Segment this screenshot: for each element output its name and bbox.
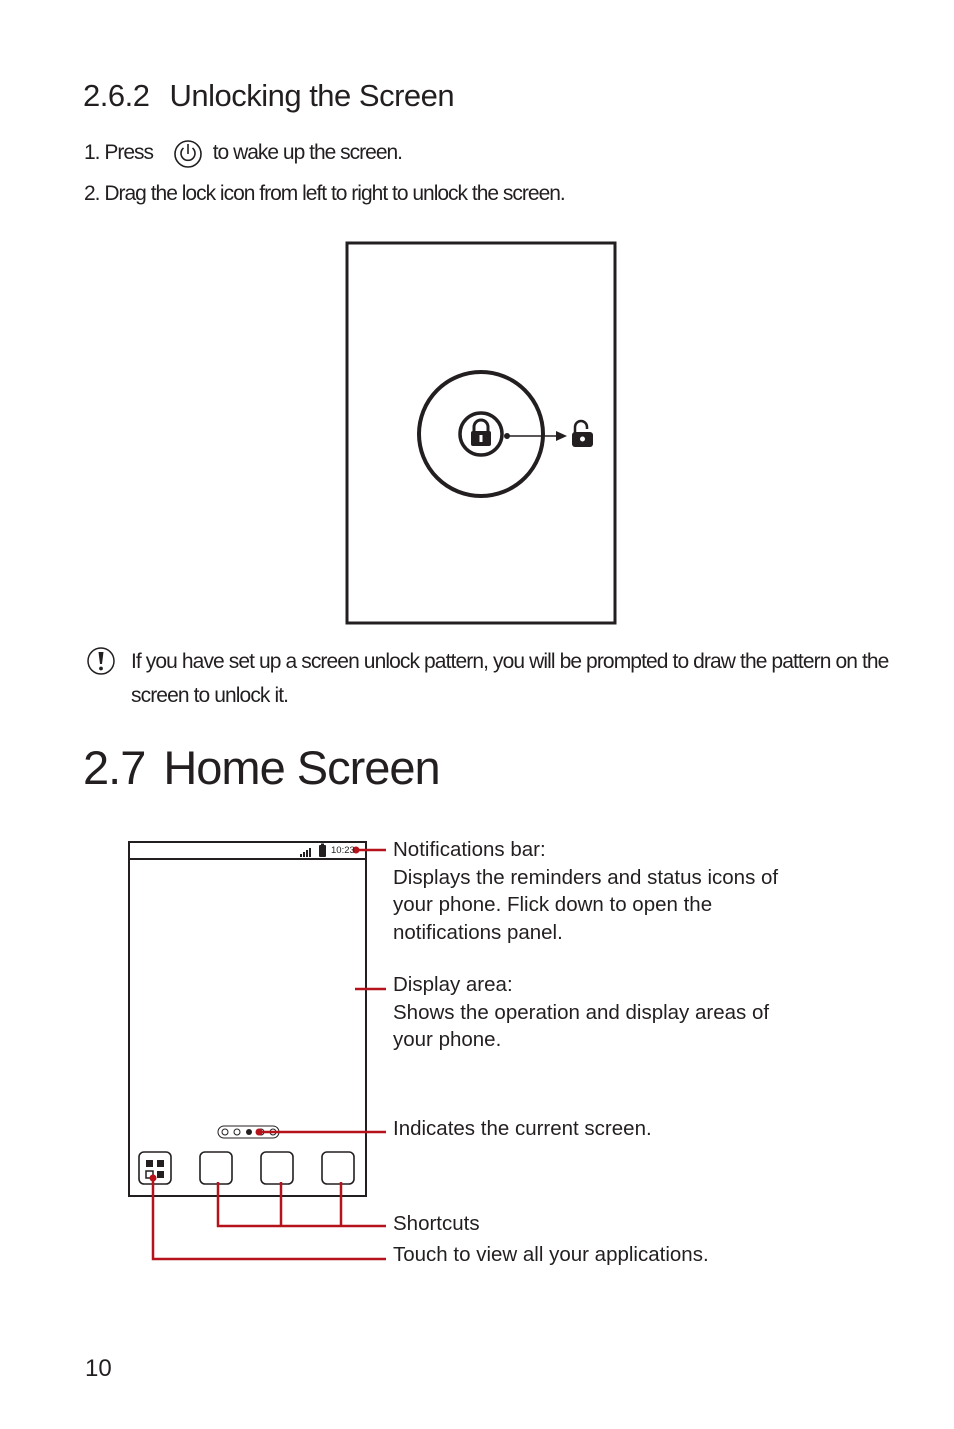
callout-display-line: your phone.: [393, 1028, 502, 1051]
status-time: 10:23: [331, 845, 355, 856]
callout-notifications-line: notifications panel.: [393, 920, 563, 944]
battery-icon: [319, 844, 326, 858]
callout-display-title: Display area:: [393, 973, 513, 996]
tip-icon: [88, 648, 114, 674]
callout-notifications: [393, 836, 873, 946]
section-heading-number: 2.7: [83, 741, 146, 794]
step-2: 2. Drag the lock icon from left to right to unlock the screen.: [84, 182, 565, 205]
step-1-text-after: to wake up the screen.: [212, 141, 403, 164]
page-number: 10: [85, 1355, 112, 1382]
section-heading-title: Home Screen: [163, 741, 440, 794]
callout-display: [393, 971, 873, 1054]
note-text: If you have set up a screen unlock pattern, you will be prompted to draw the pattern on the screen to unlock it.: [131, 650, 889, 707]
step-1-text-before: 1. Press: [84, 141, 154, 164]
phone-frame: [129, 842, 366, 1196]
power-icon: [175, 141, 201, 167]
callout-display-line: Shows the operation and display areas of: [393, 1000, 770, 1024]
callout-notifications-title: Notifications bar:: [393, 838, 546, 861]
callout-notifications-line: your phone. Flick down to open the: [393, 893, 713, 916]
shortcut-slot: [261, 1152, 293, 1184]
callout-notifications-line: Displays the reminders and status icons of: [393, 865, 779, 889]
shortcut-slot: [200, 1152, 232, 1184]
subheading-title: Unlocking the Screen: [169, 78, 455, 113]
subheading-number: 2.6.2: [83, 78, 150, 113]
callout-shortcuts: [393, 1210, 873, 1238]
callout-apps-text: Touch to view all your applications.: [393, 1243, 709, 1266]
callout-indicator-text: Indicates the current screen.: [393, 1117, 652, 1140]
callout-shortcuts-text: Shortcuts: [393, 1212, 480, 1235]
shortcut-slot: [322, 1152, 354, 1184]
callout-apps: [393, 1241, 873, 1269]
callout-indicator: [393, 1115, 873, 1143]
